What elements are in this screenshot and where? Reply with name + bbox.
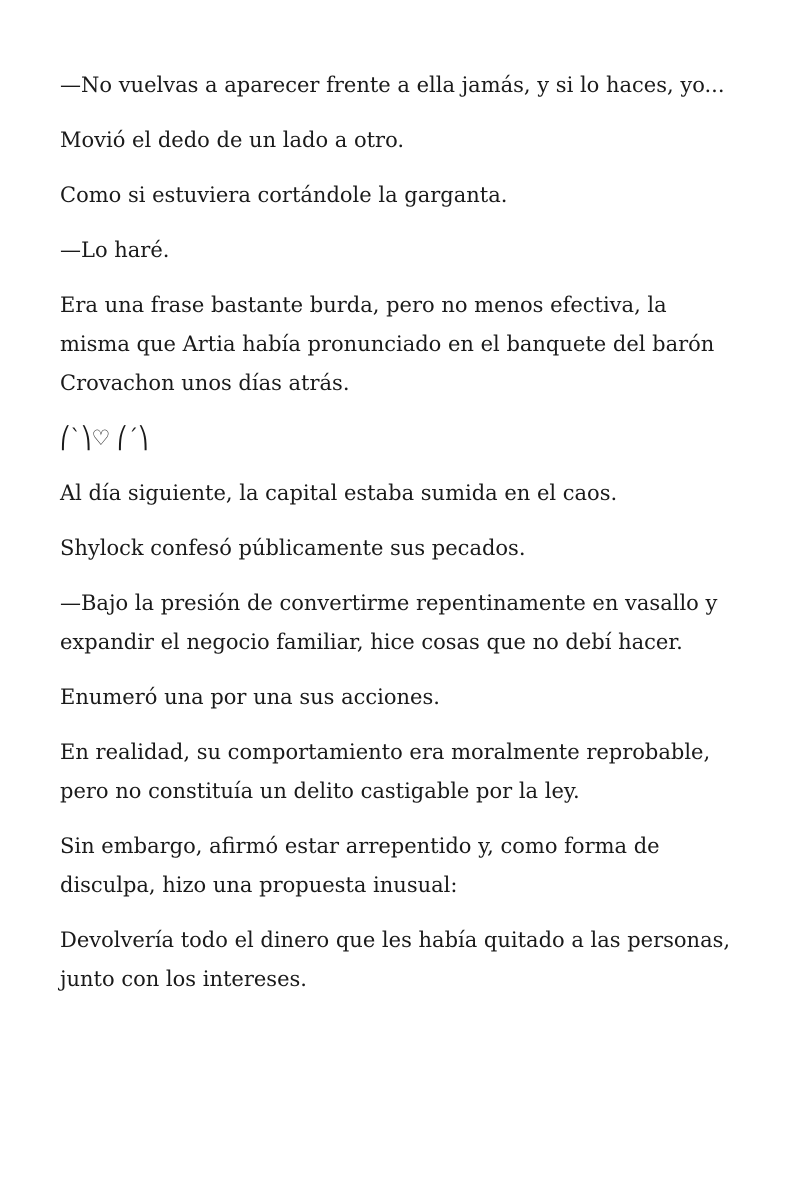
paragraph-12: Devolvería todo el dinero que les había quitado a las personas, junto con los intereses. (60, 928, 731, 991)
paragraph-10: En realidad, su comportamiento era moralmente reprobable, pero no constituía un delito castigable por la ley. (60, 740, 711, 803)
paragraph-4: —Lo haré. (60, 238, 170, 262)
paragraph-1: —No vuelvas a aparecer frente a ella jamás, y si lo haces, yo... (60, 73, 725, 97)
paragraph-6: Al día siguiente, la capital estaba sumida en el caos. (60, 481, 618, 505)
paragraph-11: Sin embargo, afirmó estar arrepentido y, como forma de disculpa, hizo una propuesta inusual: (60, 834, 660, 897)
scene-separator: ⎛`⎞♡ ⎛´⎞ (60, 426, 149, 450)
paragraph-2: Movió el dedo de un lado a otro. (60, 128, 405, 152)
paragraph-5: Era una frase bastante burda, pero no menos efectiva, la misma que Artia había pronunciado en el banquete del barón Crovachon unos días atrás. (60, 293, 715, 395)
paragraph-9: Enumeró una por una sus acciones. (60, 685, 440, 709)
paragraph-7: Shylock confesó públicamente sus pecados. (60, 536, 526, 560)
paragraph-3: Como si estuviera cortándole la garganta. (60, 183, 508, 207)
paragraph-8: —Bajo la presión de convertirme repentinamente en vasallo y expandir el negocio familiar, hice cosas que no debí hacer. (60, 591, 718, 654)
